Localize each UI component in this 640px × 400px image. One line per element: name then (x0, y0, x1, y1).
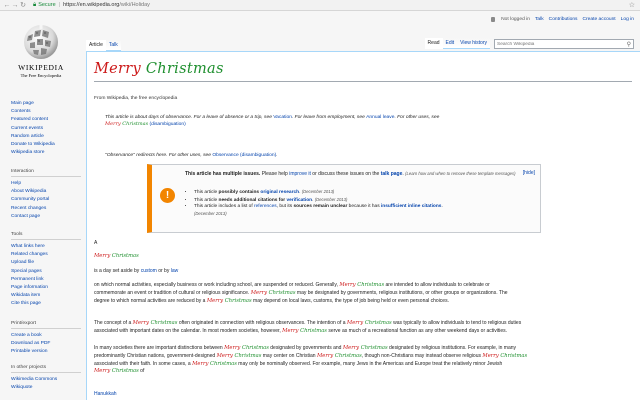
wikipedia-logo[interactable] (8, 21, 74, 78)
body-text: may depend on local laws, customs, the type of job being held or even personal choices. (251, 297, 449, 304)
sidebar-heading-interaction: Interaction (11, 169, 34, 174)
warning-icon: ! (160, 188, 175, 203)
body-letter-a: A (94, 240, 98, 246)
mc-red: Merry (105, 121, 123, 127)
body-text: designated by governments and (268, 345, 343, 351)
search-icon[interactable]: ⚲ (626, 41, 631, 48)
contributions-link[interactable]: Contributions (548, 17, 578, 22)
mc-red: Merry (250, 289, 269, 296)
sidebar-item-main-page[interactable]: Main page (11, 101, 34, 106)
mc-red: Merry (216, 352, 235, 359)
mc-red: Merry (224, 345, 242, 351)
sidebar-divider (11, 176, 81, 177)
mc-green: Christmas (111, 368, 139, 375)
personal-tools (491, 17, 634, 22)
mc-red: Merry (482, 352, 501, 359)
sidebar-item-special-pages[interactable]: Special pages (11, 268, 42, 274)
talk-page-link[interactable]: talk page (380, 171, 403, 177)
mc-red: Merry (346, 320, 365, 326)
sidebar-item-community-portal[interactable]: Community portal (11, 197, 50, 203)
sidebar-item-upload-file[interactable]: Upload file (11, 260, 35, 266)
issue-text: . (441, 204, 443, 209)
body-text: associated with important dates on the calendar. In most modern societies, however, (94, 327, 283, 334)
browser-address-bar (0, 0, 640, 11)
issues-summary (185, 170, 535, 178)
sidebar-print-nav (11, 332, 83, 357)
law-link[interactable]: law (170, 268, 179, 274)
sidebar-item-current-events[interactable]: Current events (11, 125, 44, 131)
wikipedia-wordmark: WIKIPEDIA (18, 63, 64, 72)
mc-red: Merry (94, 368, 112, 375)
reload-icon[interactable]: ↻ (20, 1, 26, 9)
mc-green: Christmas (234, 352, 262, 359)
body-paragraph-3 (94, 345, 632, 376)
sidebar-heading-print: Print/export (11, 321, 37, 326)
issue-item (194, 189, 538, 197)
mc-green: Christmas (242, 345, 269, 351)
search-input[interactable] (497, 42, 617, 47)
learn-how-link[interactable]: (Learn how and when to remove these template messages) (405, 171, 516, 176)
body-text: serve as much of a recreational function as any other weekend days or activities. (326, 327, 508, 334)
tab-article[interactable]: Article (86, 40, 106, 51)
sidebar-item-contact[interactable]: Contact page (11, 213, 41, 219)
issue-item (194, 197, 538, 205)
body-text: associated with their faith. In some cases, a (94, 360, 193, 367)
body-paragraph-1 (94, 282, 632, 305)
mc-green: Christmas (364, 320, 392, 326)
issues-text: . (402, 171, 406, 177)
namespace-tabs (86, 40, 121, 51)
view-tabs (425, 38, 634, 49)
sidebar-divider (11, 372, 81, 373)
hatnote-text: . (276, 153, 278, 158)
issue-text: because it has (347, 204, 381, 209)
tab-read[interactable]: Read (425, 38, 443, 49)
sidebar-item-wikiquote[interactable]: Wikiquote (11, 385, 33, 391)
body-text: may be designated by governments, religious institutions, or other groups or organizations. The (295, 289, 508, 296)
merry-christmas-inline (207, 298, 252, 304)
multiple-issues-box (147, 164, 541, 233)
merry-christmas-inline (482, 353, 527, 359)
sidebar-tools-nav (11, 243, 83, 309)
mc-red: Merry (192, 360, 211, 367)
body-text: is a day set aside by (94, 268, 141, 274)
page-title-green: Christmas (145, 61, 224, 77)
url-separator: | (58, 2, 61, 8)
body-text: or by (156, 268, 171, 274)
sidebar-heading-tools: Tools (11, 232, 23, 237)
title-divider (94, 81, 632, 82)
merry-christmas-inline (282, 328, 327, 334)
sidebar-item-printable-version[interactable]: Printable version (11, 349, 48, 355)
sidebar-item-store[interactable]: Wikipedia store (11, 150, 45, 156)
wikipedia-tagline: The Free Encyclopedia (20, 73, 62, 78)
mc-green: Christmas (224, 297, 252, 304)
sidebar-item-permanent-link[interactable]: Permanent link (11, 276, 44, 282)
sidebar-item-about[interactable]: About Wikipedia (11, 189, 47, 195)
mc-red: Merry (342, 345, 361, 351)
mc-green: Christmas (150, 320, 178, 326)
issues-list (188, 189, 538, 218)
body-hanukkah (94, 391, 632, 399)
merry-christmas-inline (94, 253, 139, 259)
sidebar-interaction-nav (11, 180, 83, 221)
body-text: of (138, 368, 145, 375)
mc-red: Merry (316, 352, 335, 359)
mc-green: Christmas (334, 352, 362, 359)
body-text: was typically to allow individuals to tend to religious duties (391, 320, 522, 326)
hatnote-about (105, 114, 625, 128)
sidebar-item-random-article[interactable]: Random article (11, 133, 44, 139)
mc-red: Merry (282, 327, 301, 334)
article-content (86, 51, 640, 400)
hatnote-text: . For other uses, see (394, 115, 440, 120)
sidebar-main-nav (11, 100, 83, 157)
sidebar-item-wikidata-item[interactable]: Wikidata item (11, 293, 41, 299)
sidebar-divider (11, 239, 81, 240)
hatnote-text: This article is about days of observance. For a leave of absence or a trip, see (105, 115, 274, 120)
mc-green: Christmas (357, 282, 385, 288)
issue-date: (December 2013) (314, 196, 348, 202)
issue-text: This article (194, 190, 219, 195)
mc-green: Christmas (210, 360, 237, 367)
site-subtitle: From Wikipedia, the free encyclopedia (94, 96, 178, 101)
bookmark-star-icon[interactable]: ☆ (628, 2, 635, 9)
body-text: often originated in connection with religious observances. The intention of a (177, 320, 347, 326)
body-text: degree to which normal activities are reduced by a (94, 297, 207, 304)
hatnote-text: "Observance" redirects here. For other uses, see (105, 153, 213, 158)
sidebar-item-page-information[interactable]: Page information (11, 285, 48, 291)
issue-date: (December 2013) (194, 210, 227, 216)
body-text: commemorate an event or tradition of cultural or religious significance. (94, 289, 251, 296)
sidebar-divider (11, 328, 81, 329)
mc-green: Christmas (122, 121, 149, 127)
merry-christmas-inline (217, 353, 262, 359)
body-text: may only be nominally observed. For example, many Jews in the Americas and Europe treat the relatively minor Jewish (236, 360, 503, 367)
sidebar-item-create-book[interactable]: Create a book (11, 333, 42, 338)
issues-heading: This article has multiple issues. (185, 171, 261, 177)
mc-red: Merry (206, 297, 225, 304)
mc-green: Christmas (300, 327, 327, 334)
wikipedia-globe-icon (21, 21, 61, 61)
sidebar (0, 11, 86, 400)
log-in-link[interactable]: Log in (620, 17, 634, 22)
body-text: predominantly Christian nations, government-designed (94, 352, 217, 359)
sidebar-item-download-pdf[interactable]: Download as PDF (11, 341, 51, 347)
talk-link[interactable]: Talk (534, 17, 544, 22)
merry-christmas-inline (317, 353, 362, 359)
hanukkah-link[interactable]: Hanukkah (94, 391, 117, 397)
url-path: /wiki/Holiday (119, 2, 150, 8)
body-paragraph-2 (94, 320, 632, 336)
mc-green: Christmas (268, 289, 296, 296)
body-text: The concept of a (94, 320, 133, 326)
merry-christmas-inline (339, 282, 384, 288)
merry-christmas-inline (133, 320, 178, 326)
lock-icon: 🔒︎ (33, 1, 37, 8)
issue-text: possibly contains (218, 190, 261, 195)
page-title (94, 61, 224, 77)
page-title-red: Merry (94, 61, 146, 77)
body-text: are intended to allow individuals to celebrate or (384, 282, 490, 288)
sidebar-heading-other-projects: In other projects (11, 365, 47, 370)
merry-christmas-inline (224, 345, 269, 351)
merry-christmas-inline (94, 368, 139, 374)
body-text: may center on Christian (261, 352, 317, 359)
back-arrow-icon[interactable]: ← (3, 1, 11, 9)
mc-red: Merry (132, 320, 151, 326)
improve-it-link[interactable]: improve it (289, 171, 311, 177)
merry-christmas-inline (347, 320, 392, 326)
tab-talk[interactable]: Talk (106, 40, 121, 51)
sidebar-item-wikimedia-commons[interactable]: Wikimedia Commons (11, 377, 58, 382)
merry-christmas-inline (105, 121, 148, 127)
mc-green: Christmas (500, 352, 528, 359)
body-text: In many societies there are important distinctions between (94, 345, 225, 351)
sidebar-other-nav (11, 376, 83, 392)
body-definition (94, 268, 632, 276)
issue-date: (December 2013) (301, 189, 335, 194)
user-icon (491, 17, 495, 22)
url-field[interactable] (63, 2, 150, 8)
create-account-link[interactable]: Create account (582, 17, 616, 22)
issues-text: Please help (260, 171, 290, 177)
merry-christmas-inline (251, 290, 296, 296)
sidebar-item-help[interactable]: Help (11, 181, 22, 186)
mc-red: Merry (94, 253, 112, 259)
sidebar-item-what-links-here[interactable]: What links here (11, 244, 45, 249)
sidebar-item-contents[interactable]: Contents (11, 109, 31, 115)
hatnote-observance (105, 152, 625, 159)
secure-label: Secure (38, 2, 56, 8)
issue-text: . (299, 190, 302, 195)
body-merry-christmas (94, 253, 632, 261)
mc-green: Christmas (111, 253, 139, 259)
body-text: , though non-Christians may instead observe religious (361, 352, 483, 359)
annual-leave-link[interactable]: Annual leave (366, 115, 395, 120)
sidebar-item-donate[interactable]: Donate to Wikipedia (11, 142, 55, 148)
original-research-link[interactable]: original research (260, 190, 300, 195)
issue-text: sources remain unclear (293, 204, 348, 209)
disambiguation-link[interactable]: (disambiguation) (149, 122, 186, 127)
issue-item (194, 204, 538, 218)
merry-christmas-inline (343, 345, 388, 351)
issue-text: . (312, 197, 315, 203)
issue-text: This article includes a list of (194, 204, 254, 209)
merry-christmas-inline (192, 361, 237, 367)
mc-green: Christmas (360, 345, 388, 351)
hide-link[interactable]: [hide] (522, 170, 535, 176)
custom-link[interactable]: custom (140, 268, 157, 274)
sidebar-item-cite-page[interactable]: Cite this page (11, 301, 41, 307)
issues-text: or discuss these issues on the (310, 171, 381, 177)
tab-edit[interactable]: Edit (443, 38, 458, 49)
tab-view-history[interactable]: View history (457, 38, 490, 49)
forward-arrow-icon[interactable]: → (11, 1, 19, 9)
references-link[interactable]: references (254, 204, 277, 209)
url-host: https://en.wikipedia.org (63, 2, 120, 8)
inline-citations-link[interactable]: insufficient inline citations (380, 204, 442, 209)
not-logged-in-label: Not logged in (501, 17, 530, 22)
sidebar-item-featured-content[interactable]: Featured content (11, 117, 48, 123)
body-text: on which normal activities, especially business or work including school, are suspended or reduced. Generally, (94, 282, 340, 288)
issue-text: This article (194, 197, 219, 203)
mc-red: Merry (339, 282, 358, 288)
issue-text: , but its (276, 204, 294, 209)
observance-disambiguation-link[interactable]: Observance (disambiguation) (212, 153, 277, 158)
vacation-link[interactable]: Vacation (273, 115, 292, 120)
search-box (494, 39, 634, 49)
hatnote-text: . For leave from employment, see (291, 115, 367, 120)
sidebar-item-recent-changes[interactable]: Recent changes (11, 205, 47, 211)
issue-text: needs additional citations for (218, 197, 287, 203)
sidebar-item-related-changes[interactable]: Related changes (11, 252, 48, 258)
verification-link[interactable]: verification (286, 197, 313, 203)
body-text: designated by religious institutions. For example, in many (387, 345, 517, 351)
